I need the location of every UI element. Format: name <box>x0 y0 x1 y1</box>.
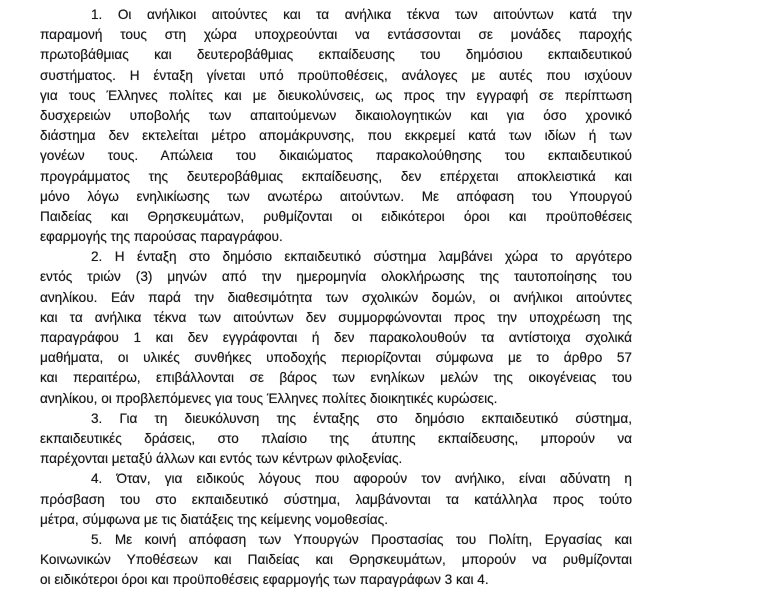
paragraph-1-line-10: μόνο λόγω ενηλικίωσης των ανωτέρω αιτούντων. Με απόφαση του Υπουργού <box>40 188 632 204</box>
paragraph-2-line-8: ανηλίκου, οι προβλεπόμενες για τους Έλληνες πολίτες διοικητικές κυρώσεις. <box>40 390 498 406</box>
paragraph-1-line-5: για τους Έλληνες πολίτες και με διευκολύνσεις, ως προς την εγγραφή σε περίπτωση <box>40 87 632 103</box>
paragraph-4-line-1: 4. Όταν, για ειδικούς λόγους που αφορούν τον ανήλικο, είναι αδύνατη η <box>91 471 632 487</box>
paragraph-1-line-6: δυσχερειών υποβολής των απαιτούμενων δικαιολογητικών και για όσο χρονικό <box>40 107 632 123</box>
paragraph-4-line-2: πρόσβαση του στο εκπαιδευτικό σύστημα, λαμβάνονται τα κατάλληλα προς τούτο <box>40 491 632 507</box>
paragraph-5-line-3: οι ειδικότεροι όροι και προϋποθέσεις εφαρμογής των παραγράφων 3 και 4. <box>40 572 489 588</box>
paragraph-3-line-2: εκπαιδευτικές δράσεις, στο πλαίσιο της άτυπης εκπαίδευσης, μπορούν να <box>40 430 632 446</box>
paragraph-3-line-1: 3. Για τη διευκόλυνση της ένταξης στο δημόσιο εκπαιδευτικό σύστημα, <box>91 410 632 426</box>
paragraph-5-line-1: 5. Με κοινή απόφαση των Υπουργών Προστασίας του Πολίτη, Εργασίας και <box>91 531 632 547</box>
paragraph-1-line-7: διάστημα δεν εκτελείται μέτρο απομάκρυνσης, που εκκρεμεί κατά των ιδίων ή των <box>40 128 632 144</box>
document-text-block <box>40 5 632 590</box>
paragraph-1-line-4: συστήματος. Η ένταξη γίνεται υπό προϋποθέσεις, ανάλογες με αυτές που ισχύουν <box>40 67 632 83</box>
paragraph-1-line-9: προγράμματος της δευτεροβάθμιας εκπαίδευσης, δεν επέρχεται αποκλειστικά και <box>40 168 632 184</box>
paragraph-4-line-3: μέτρα, σύμφωνα με τις διατάξεις της κείμενης νομοθεσίας. <box>40 511 388 527</box>
paragraph-2-line-3: ανηλίκου. Εάν παρά την διαθεσιμότητα των σχολικών δομών, οι ανήλικοι αιτούντες <box>40 289 632 305</box>
paragraph-1-line-11: Παιδείας και Θρησκευμάτων, ρυθμίζονται οι ειδικότεροι όροι και προϋποθέσεις <box>40 208 632 224</box>
paragraph-2-line-2: εντός τριών (3) μηνών από την ημερομηνία ολοκλήρωσης της ταυτοποίησης του <box>40 269 632 285</box>
paragraph-2-line-5: παραγράφου 1 και δεν εγγράφονται ή δεν παρακολουθούν τα αντίστοιχα σχολικά <box>40 330 632 345</box>
paragraph-2-line-1: 2. Η ένταξη στο δημόσιο εκπαιδευτικό σύστημα λαμβάνει χώρα το αργότερο <box>91 249 632 265</box>
paragraph-2-line-4: και τα ανήλικα τέκνα των αιτούντων δεν συμμορφώνονται προς την υποχρέωση της <box>40 309 632 325</box>
paragraph-1-line-3: πρωτοβάθμιας και δευτεροβάθμιας εκπαίδευσης του δημόσιου εκπαιδευτικού <box>40 47 632 63</box>
paragraph-1-line-12: εφαρμογής της παρούσας παραγράφου. <box>40 229 283 245</box>
paragraph-1-line-1: 1. Οι ανήλικοι αιτούντες και τα ανήλικα τέκνα των αιτούντων κατά την <box>91 7 632 22</box>
paragraph-1-line-2: παραμονή τους στη χώρα υποχρεούνται να εντάσσονται σε μονάδες παροχής <box>40 27 632 43</box>
paragraph-1-line-8: γονέων τους. Απώλεια του δικαιώματος παρακολούθησης του εκπαιδευτικού <box>40 148 632 164</box>
paragraph-5-line-2: Κοινωνικών Υποθέσεων και Παιδείας και Θρησκευμάτων, μπορούν να ρυθμίζονται <box>40 552 632 568</box>
paragraph-2-line-7: και περαιτέρω, επιβάλλονται σε βάρος των ενηλίκων μελών της οικογένειας του <box>40 370 632 386</box>
paragraph-2-line-6: μαθήματα, οι υλικές συνθήκες υποδοχής περιορίζονται σύμφωνα με το άρθρο 57 <box>40 350 632 366</box>
paragraph-3-line-3: παρέχονται μεταξύ άλλων και εντός των κέντρων φιλοξενίας. <box>40 451 403 467</box>
